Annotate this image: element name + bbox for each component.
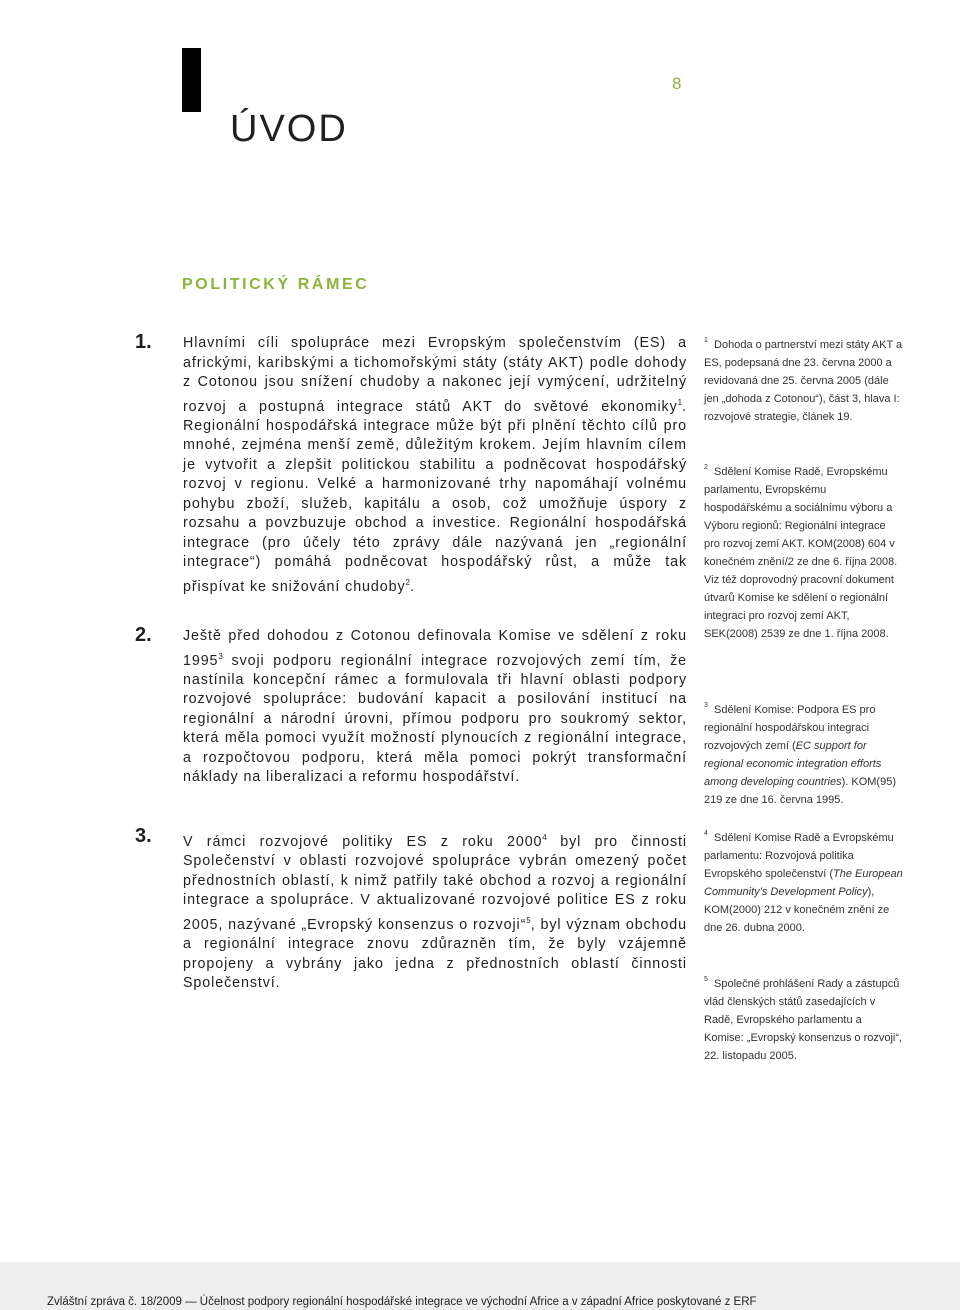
page-number: 8 xyxy=(672,74,682,93)
footnote-ref: 3 xyxy=(218,651,223,661)
footnote-number: 2 xyxy=(704,464,708,471)
footnote-5 xyxy=(704,975,904,1065)
footnote-2 xyxy=(704,463,904,643)
footnote-ref: 5 xyxy=(526,915,531,925)
paragraph-text: Hlavními cíli spolupráce mezi Evropským společenstvím (ES) a africkými, karibskými a tichomořskými státy (státy AKT) podle dohody z Cotonou jsou snížení chudoby a nakonec její vymýcení, udržitelný rozvoj a postupná integrace států AKT do světové ekonomiky$^1$. Regionální hospodářská integrace může být při plnění těchto cílů pro mnohé, zejména menší země, důležitým krokem. Jejím hlavním cílem je vytvořit a zlepšit politickou stabilitu a podněcovat hospodářský rozvoj v regionu. Velké a harmonizované trhy napomáhají volnému pohybu zboží, služeb, kapitálu a osob, což umožňuje úspory z rozsahu a povzbuzuje obchod a investice. Regionální hospodářská integrace (pro účely této zprávy dále nazývaná jen „regionální integrace“) pomáhá podněcovat hospodářský růst, a může tak přispívat ke snižování chudoby$^2$. xyxy=(183,335,687,595)
paragraph-number: 2. xyxy=(135,624,152,646)
footnote-number: 4 xyxy=(704,830,708,837)
footnote-ref: 4 xyxy=(542,833,547,842)
footnote-text: Společné prohlášení Rady a zástupců vlád členských států zasedajících v Radě, Evropského parlamentu a Komise: „Evropský konsenzus o rozvoji“, 22. listopadu 2005. xyxy=(704,978,903,1062)
paragraph-number: 3. xyxy=(135,825,152,847)
footnote-number: 5 xyxy=(704,976,708,983)
footnote-number: 3 xyxy=(704,702,708,709)
footnote-ref: 1 xyxy=(677,397,683,407)
section-title: POLITICKÝ RÁMEC xyxy=(182,276,370,293)
paragraph-number: 1. xyxy=(135,331,152,353)
paragraph-text: Ještě před dohodou z Cotonou definovala Komise ve sdělení z roku 1995$^3$ svoji podporu regionální integrace rozvojových zemí tím, že nastínila koncepční rámec a formulovala tři hlavní oblasti podpory rozvojové spolupráce: budování kapacit a posilování institucí na regionální a národní úrovni, přímou podporu pro soukromý sektor, která měla pomoci využít možností plynoucích z regionální integrace, a rozpočtovou podporu, která měla pomoci pokrýt transformační náklady na liberalizaci a reformu hospodářství. xyxy=(183,628,687,786)
footnote-1 xyxy=(704,336,904,426)
footnote-text: Sdělení Komise Radě, Evropskému parlamentu, Evropskému hospodářskému a sociálnímu výboru a Výboru regionů: Regionální integrace pro rozvoj zemí AKT. KOM(2008) 604 v konečném znění/2 ze dne 6. října 2008. Viz též doprovodný pracovní dokument útvarů Komise ke sdělení o regionální integraci pro rozvoj zemí AKT, SEK(2008) 2539 ze dne 1. října 2008. xyxy=(704,466,898,640)
chapter-title: ÚVOD xyxy=(230,108,348,150)
footer-text: Zvláštní zpráva č. 18/2009 — Účelnost podpory regionální hospodářské integrace ve východní Africe a v západní Africe poskytované z ERF xyxy=(47,1296,757,1308)
footnote-3: $^3$ Sdělení Komise: Podpora ES pro regionální hospodářskou integraci rozvojových zemí (EC support for regional economic integration efforts among developing countries). KOM(95) 219 ze dne 16. června 1995. xyxy=(704,702,896,806)
chapter-marker-bar xyxy=(182,48,201,112)
footnote-number: 1 xyxy=(704,337,708,344)
footnote-ref: 2 xyxy=(405,577,410,587)
footnote-text: Dohoda o partnerství mezi státy AKT a ES, podepsaná dne 23. června 2000 a revidovaná dne 25. června 2005 (dále jen „dohoda z Cotonou“), část 3, hlava I: rozvojové strategie, článek 19. xyxy=(704,339,903,423)
footnote-4: $^4$ Sdělení Komise Radě a Evropskému parlamentu: Rozvojová politika Evropského společenství (The European Community’s Development Policy), KOM(2000) 212 v konečném znění ze dne 26. dubna 2000. xyxy=(704,830,903,934)
paragraph-text: V rámci rozvojové politiky ES z roku 2000$^4$ byl pro činnosti Společenství v oblasti rozvojové spolupráce vybrán omezený počet přednostních oblastí, k nimž patřily také obchod a rozvoj a regionální integrace a spolupráce. V aktualizované rozvojové politice ES z roku 2005, nazývané „Evropský konsenzus o rozvoji“$^5$, byl význam obchodu a regionální integrace znovu zdůrazněn tím, že byly vzájemně propojeny a vybrány jako jedna z přednostních oblastí činnosti Společenství. xyxy=(183,833,688,992)
